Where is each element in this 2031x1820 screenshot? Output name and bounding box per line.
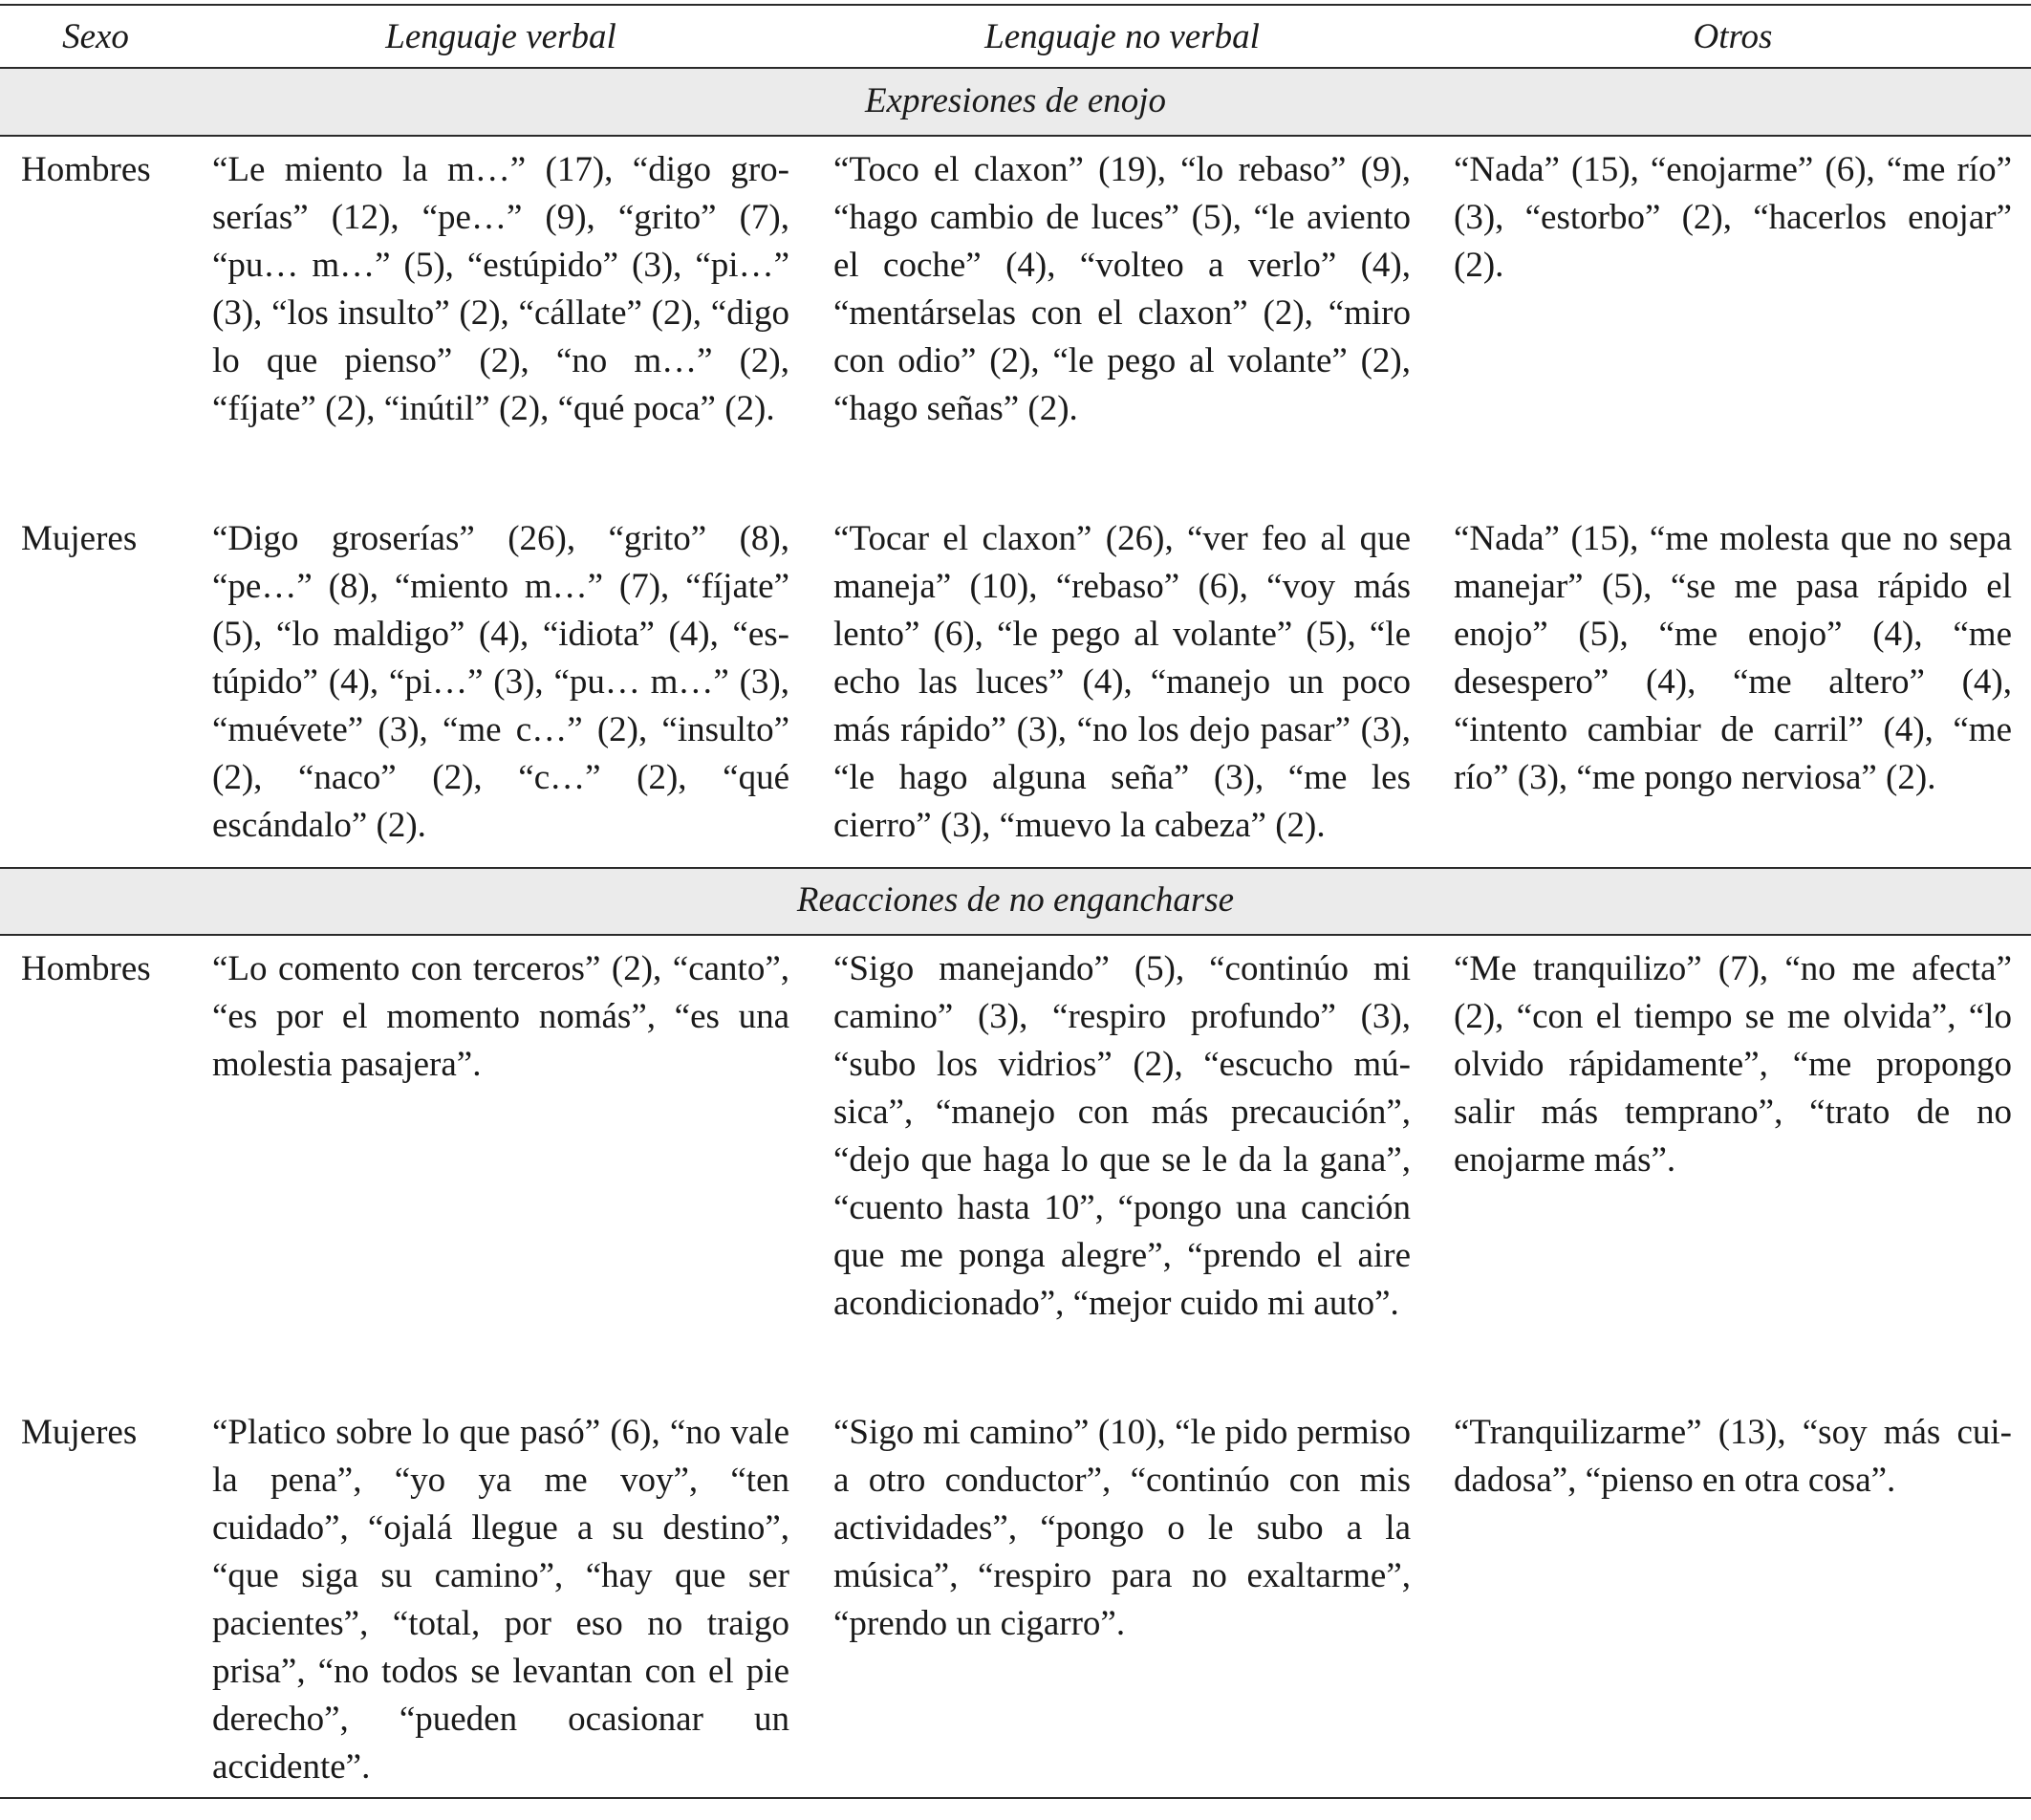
cell-no-verbal: “Tocar el claxon” (26), “ver feo al que maneja” (10), “rebaso” (6), “voy más lento” (6), “le pego al volante” (5), “le echo las luces” (4), “manejo un poco más rápido” (3), “no los dejo pasar” (3), “le hago alguna seña” (3), “me les cierro” (3), “muevo la cabeza” (2). bbox=[833, 519, 1411, 845]
cell-no-verbal: “Toco el claxon” (19), “lo rebaso” (9), “hago cambio de luces” (5), “le aviento el coche” (4), “volteo a verlo” (4), “mentárselas con el claxon” (2), “miro con odio” (2), “le pego al volante” (2), “hago señas” (2). bbox=[833, 150, 1411, 428]
cell-verbal: “Lo comento con terceros” (2), “canto”, “es por el momento nomás”, “es una molestia pasajera”. bbox=[212, 949, 789, 1084]
row-sexo-hombres: Hombres bbox=[21, 150, 151, 189]
cell-verbal: “Digo groserías” (26), “grito” (8), “pe…” (8), “miento m…” (7), “fíjate” (5), “lo maldigo” (4), “idiota” (4), “estúpido” (4), “pi…” (3), “pu… m…” (3), “muévete” (3), “me c…” (2), “insulto” (2), “naco” (2), “c…” (2), “qué escándalo” (2). bbox=[212, 519, 789, 845]
cell-no-verbal: “Sigo mi camino” (10), “le pido permiso a otro conductor”, “continúo con mis actividades”, “pongo o le subo a la música”, “respiro para no exaltarme”, “prendo un cigarro”. bbox=[833, 1413, 1411, 1643]
cell-verbal: “Le miento la m…” (17), “digo groserías” (12), “pe…” (9), “grito” (7), “pu… m…” (5), “estúpido” (3), “pi…” (3), “los insulto” (2), “cállate” (2), “digo lo que pienso” (2), “no m…” (2), “fíjate” (2), “inútil” (2), “qué poca” (2). bbox=[212, 150, 789, 428]
row-sexo-mujeres: Mujeres bbox=[21, 519, 138, 558]
bottom-rule bbox=[0, 1797, 2031, 1799]
top-rule bbox=[0, 4, 2031, 6]
row-sexo-hombres: Hombres bbox=[21, 949, 151, 988]
cell-otros: “Tranquilizarme” (13), “soy más cuidadosa”, “pienso en otra cosa”. bbox=[1454, 1413, 2012, 1500]
cell-otros: “Me tranquilizo” (7), “no me afecta” (2), “con el tiempo se me olvida”, “lo olvido rápidamente”, “me propongo salir más temprano”, “trato de no enojarme más”. bbox=[1454, 949, 2012, 1180]
row-sexo-mujeres: Mujeres bbox=[21, 1413, 138, 1452]
header-lenguaje-verbal: Lenguaje verbal bbox=[385, 17, 616, 56]
cell-otros: “Nada” (15), “enojarme” (6), “me río” (3), “estorbo” (2), “hacerlos enojar” (2). bbox=[1454, 150, 2012, 285]
header-sexo: Sexo bbox=[62, 17, 129, 56]
cell-no-verbal: “Sigo manejando” (5), “continúo mi camino” (3), “respiro profundo” (3), “subo los vidrios” (2), “escucho música”, “manejo con más precaución”, “dejo que haga lo que se le da la gana”, “cuento hasta 10”, “pongo una canción que me ponga alegre”, “prendo el aire acondicionado”, “mejor cuido mi auto”. bbox=[833, 949, 1411, 1323]
section-title-reacciones-de-no-engancharse: Reacciones de no engancharse bbox=[796, 880, 1235, 920]
section-rule-enojo bbox=[0, 135, 2031, 137]
header-lenguaje-no-verbal: Lenguaje no verbal bbox=[984, 17, 1260, 56]
section-title-expresiones-de-enojo: Expresiones de enojo bbox=[864, 81, 1167, 120]
cell-otros: “Nada” (15), “me molesta que no sepa manejar” (5), “se me pasa rápido el enojo” (5), “me enojo” (4), “me desespero” (4), “me altero” (4), “intento cambiar de carril” (4), “me río” (3), “me pongo nerviosa” (2). bbox=[1454, 519, 2012, 797]
header-otros: Otros bbox=[1693, 17, 1773, 56]
section-rule-no-engancharse bbox=[0, 934, 2031, 936]
cell-verbal: “Platico sobre lo que pasó” (6), “no vale la pena”, “yo ya me voy”, “ten cuidado”, “ojalá llegue a su destino”, “que siga su camino”, “hay que ser pacientes”, “total, por eso no traigo prisa”, “no todos se levantan con el pie derecho”, “pueden ocasionar un accidente”. bbox=[212, 1413, 789, 1787]
